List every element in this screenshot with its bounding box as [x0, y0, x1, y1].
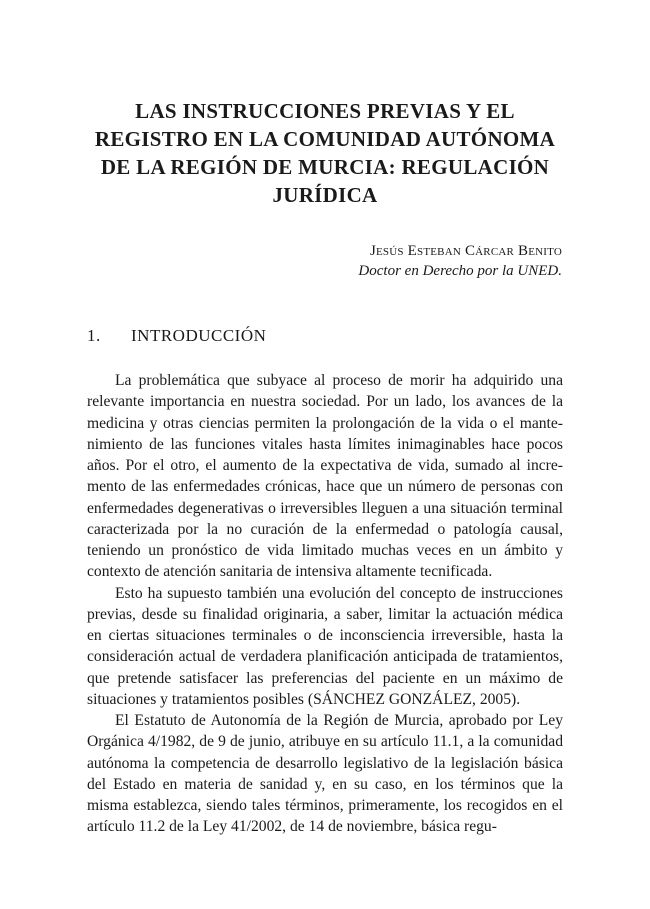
document-title	[60, 97, 590, 209]
paragraph: La problemática que subyace al proceso de morir ha adquirido una relevante importancia en nuestra sociedad. Por un lado, los avances de la medicina y otras ciencias permiten la prolongación de la vida o el mantenimiento de las funciones vitales hasta límites inimaginables hace pocos años. Por el otro, el aumento de la expectativa de vida, sumado al incremento de las enfermedades crónicas, hace que un número de personas con enfermedades degenerativas o irreversibles lleguen a una situación terminal caracterizada por la no curación de la enfermedad o patología causal, teniendo un pronóstico de vida limitado muchas veces en un ámbito y contexto de atención sanitaria de intensiva altamente tecnificada.	[87, 372, 563, 581]
title-line: LAS INSTRUCCIONES PREVIAS Y EL	[135, 99, 515, 123]
title-line: REGISTRO EN LA COMUNIDAD AUTÓNOMA	[94, 127, 556, 151]
paragraph: El Estatuto de Autonomía de la Región de Murcia, aprobado por Ley Orgánica 4/1982, de 9 de junio, atribuye en su artículo 11.1, a la comunidad autónoma la competencia de desarrollo legislativo de la legislación básica del Estado en materia de sanidad y, en su caso, en los términos que la misma establezca, siendo tales términos, primeramente, los recogidos en el artículo 11.2 de la Ley 41/2002, de 14 de noviembre, básica regu-	[87, 712, 563, 836]
author-block	[358, 241, 562, 281]
section-heading	[87, 325, 266, 347]
paragraph: Esto ha supuesto también una evolución del concepto de instrucciones previas, desde su finalidad originaria, a saber, limitar la actuación médica en ciertas situaciones terminales o de inconsciencia irreversible, hasta la consideración actual de verdadera planificación anticipada de tratamientos, que pretende satisfacer las preferencias del paciente en un máximo de situaciones y tratamientos posibles (SÁNCHEZ GONZÁLEZ, 2005).	[87, 584, 563, 708]
author-affiliation: Doctor en Derecho por la UNED.	[358, 263, 562, 279]
author-name: Jesús Esteban Cárcar Benito	[369, 243, 562, 259]
section-title: INTRODUCCIÓN	[131, 326, 267, 345]
section-number: 1.	[87, 326, 101, 345]
title-line: DE LA REGIÓN DE MURCIA: REGULACIÓN	[100, 155, 550, 179]
title-line: JURÍDICA	[272, 183, 378, 207]
body-text	[87, 370, 563, 838]
